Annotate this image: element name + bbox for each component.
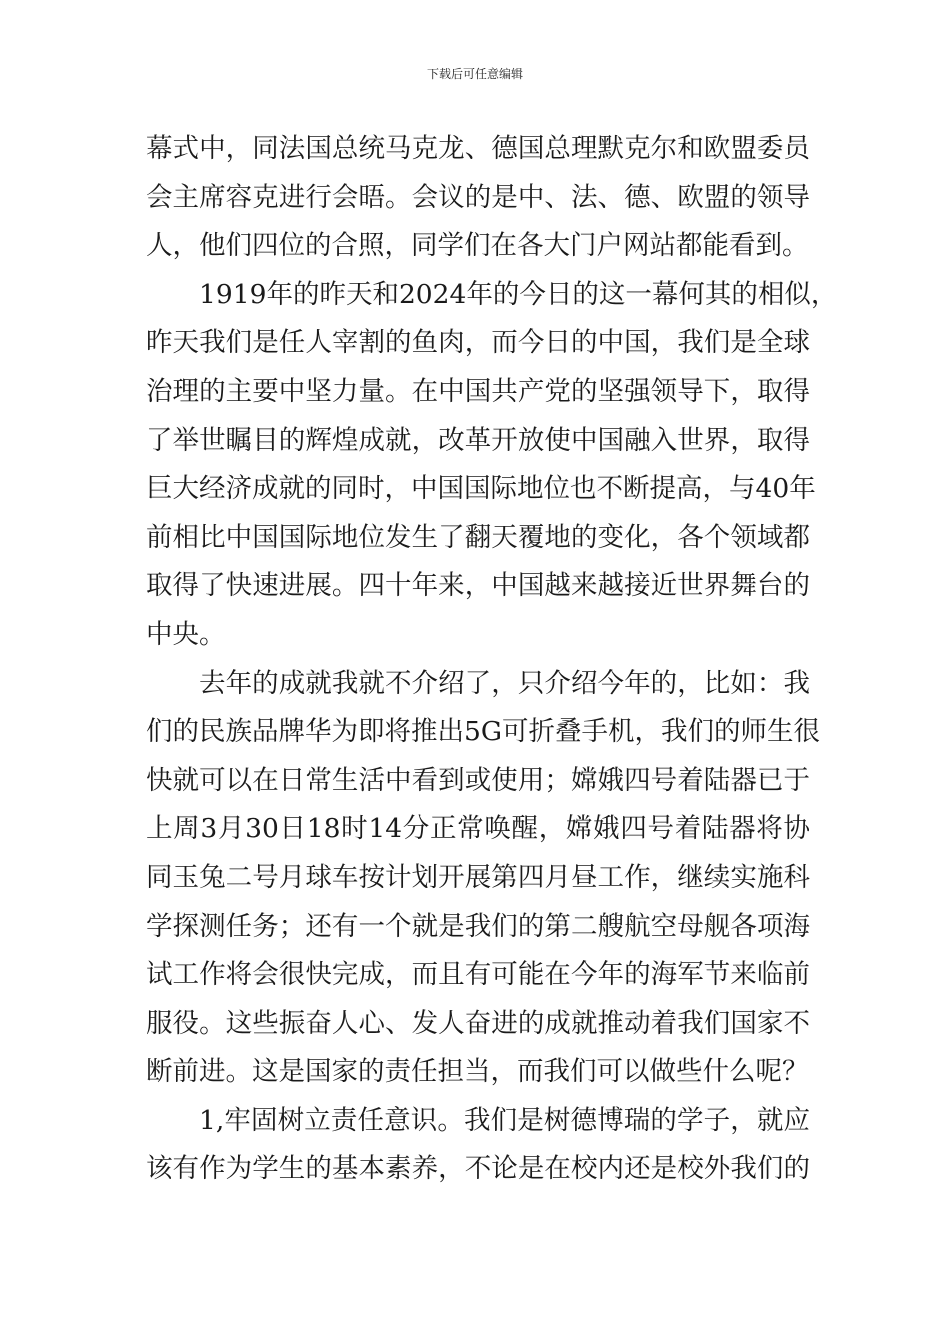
- text-line: 了举世瞩目的辉煌成就，改革开放使中国融入世界，取得: [146, 424, 810, 456]
- text-line: 幕式中，同法国总统马克龙、德国总理默克尔和欧盟委员: [146, 133, 810, 164]
- text-line: 学探测任务；还有一个就是我们的第二艘航空母舰各项海: [146, 910, 810, 942]
- text-line: 巨大经济成就的同时，中国国际地位也不断提高，与40年: [146, 473, 816, 505]
- page-header: 下载后可任意编辑: [426, 67, 523, 81]
- text-line: 治理的主要中坚力量。在中国共产党的坚强领导下，取得: [146, 375, 810, 407]
- body-text: [146, 125, 838, 1194]
- text-line: 们的民族品牌华为即将推出5G可折叠手机，我们的师生很: [146, 716, 821, 748]
- paragraph: [146, 660, 821, 1097]
- text-line: 前相比中国国际地位发生了翻天覆地的变化，各个领域都: [146, 521, 810, 553]
- paragraph: [146, 1097, 810, 1194]
- text-line: 断前进。这是国家的责任担当，而我们可以做些什么呢？: [146, 1056, 809, 1088]
- text-line: 人，他们四位的合照，同学们在各大门户网站都能看到。: [146, 230, 809, 262]
- text-line: 取得了快速进展。四十年来，中国越来越接近世界舞台的: [146, 570, 810, 602]
- paragraph: [146, 125, 810, 271]
- text-line: 中央。: [146, 618, 226, 650]
- text-line: 同玉兔二号月球车按计划开展第四月昼工作，继续实施科: [146, 861, 810, 893]
- text-line: 会主席容克进行会晤。会议的是中、法、德、欧盟的领导: [146, 181, 810, 213]
- paragraph: [146, 271, 838, 660]
- text-line: 上周3月30日18时14分正常唤醒，嫦娥四号着陆器将协: [146, 813, 810, 845]
- text-line: 1919年的昨天和2024年的今日的这一幕何其的相似，: [199, 278, 838, 310]
- text-line: 1,牢固树立责任意识。我们是树德博瑞的学子，就应: [199, 1104, 810, 1136]
- text-line: 去年的成就我就不介绍了，只介绍今年的，比如：我: [199, 667, 810, 699]
- text-line: 试工作将会很快完成，而且有可能在今年的海军节来临前: [146, 959, 810, 991]
- text-line: 该有作为学生的基本素养，不论是在校内还是校外我们的: [146, 1153, 810, 1185]
- text-line: 服役。这些振奋人心、发人奋进的成就推动着我们国家不: [146, 1007, 810, 1039]
- text-line: 快就可以在日常生活中看到或使用；嫦娥四号着陆器已于: [146, 764, 810, 796]
- text-line: 昨天我们是任人宰割的鱼肉，而今日的中国，我们是全球: [146, 327, 810, 359]
